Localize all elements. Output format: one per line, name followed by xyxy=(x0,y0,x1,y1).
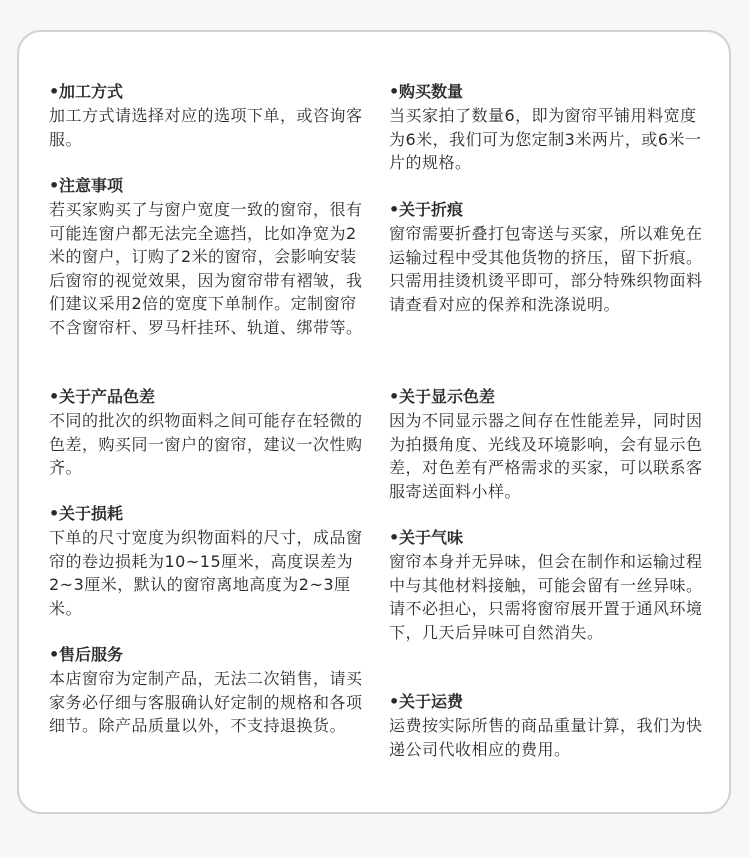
section-body: 窗帘本身并无异味，但会在制作和运输过程中与其他材料接触，可能会留有一丝异味。请不必担心，只需将窗帘展开置于通风环境下，几天后异味可自然消失。 xyxy=(389,552,703,642)
section-body: 窗帘需要折叠打包寄送与买家，所以难免在运输过程中受其他货物的挤压，留下折痕。只需用挂烫机烫平即可，部分特殊织物面料请查看对应的保养和洗涤说明。 xyxy=(389,224,703,314)
section-title xyxy=(49,386,367,408)
section-title xyxy=(389,386,707,408)
bullet: • xyxy=(49,504,60,523)
section-title xyxy=(389,691,707,713)
section-display-color xyxy=(389,386,707,503)
section-title-text: 注意事项 xyxy=(59,176,124,195)
section-title-text: 关于气味 xyxy=(399,528,464,547)
section-creases xyxy=(389,199,707,316)
section-title xyxy=(389,527,707,549)
bullet: • xyxy=(389,692,400,711)
section-quantity xyxy=(389,81,707,175)
section-product-color xyxy=(49,386,367,480)
section-body: 下单的尺寸宽度为织物面料的尺寸，成品窗帘的卷边损耗为10~15厘米，高度误差为2~3厘米，默认的窗帘离地高度为2~3厘米。 xyxy=(49,528,363,618)
section-title-text: 关于损耗 xyxy=(59,504,124,523)
section-title xyxy=(389,81,707,103)
section-body: 加工方式请选择对应的选项下单，或咨询客服。 xyxy=(49,106,363,149)
bullet: • xyxy=(389,387,400,406)
section-shipping xyxy=(389,691,707,761)
bullet: • xyxy=(49,176,60,195)
bullet: • xyxy=(389,82,400,101)
section-title xyxy=(49,175,367,197)
bullet: • xyxy=(389,528,400,547)
section-title-text: 关于折痕 xyxy=(399,200,464,219)
section-processing xyxy=(49,81,367,151)
section-body: 不同的批次的织物面料之间可能存在轻微的色差，购买同一窗户的窗帘，建议一次性购齐。 xyxy=(49,411,363,477)
section-body: 本店窗帘为定制产品，无法二次销售，请买家务必仔细与客服确认好定制的规格和各项细节。除产品质量以外，不支持退换货。 xyxy=(49,669,363,735)
section-title-text: 关于运费 xyxy=(399,692,464,711)
section-loss xyxy=(49,503,367,620)
section-title xyxy=(49,644,367,666)
section-body: 当买家拍了数量6，即为窗帘平铺用料宽度为6米，我们可为您定制3米两片，或6米一片的规格。 xyxy=(389,106,702,172)
section-title xyxy=(49,81,367,103)
section-title xyxy=(49,503,367,525)
section-body: 运费按实际所售的商品重量计算，我们为快递公司代收相应的费用。 xyxy=(389,716,703,759)
bullet: • xyxy=(389,200,400,219)
section-title-text: 售后服务 xyxy=(59,645,124,664)
section-body: 若买家购买了与窗户宽度一致的窗帘，很有可能连窗户都无法完全遮挡，比如净宽为2米的窗户，订购了2米的窗帘，会影响安装后窗帘的视觉效果，因为窗帘带有褶皱，我们建议采用2倍的宽度下单制作。定制窗帘不含窗帘杆、罗马杆挂环、轨道、绑带等。 xyxy=(49,200,363,337)
info-card xyxy=(17,30,731,814)
section-title-text: 关于显示色差 xyxy=(399,387,496,406)
section-title-text: 关于产品色差 xyxy=(59,387,156,406)
bullet: • xyxy=(49,645,60,664)
bullet: • xyxy=(49,82,60,101)
section-title-text: 购买数量 xyxy=(399,82,464,101)
section-body: 因为不同显示器之间存在性能差异，同时因为拍摄角度、光线及环境影响，会有显示色差，对色差有严格需求的买家，可以联系客服寄送面料小样。 xyxy=(389,411,703,501)
section-title xyxy=(389,199,707,221)
section-notes xyxy=(49,175,367,339)
section-title-text: 加工方式 xyxy=(59,82,124,101)
bullet: • xyxy=(49,387,60,406)
section-odor xyxy=(389,527,707,644)
section-after-sales xyxy=(49,644,367,738)
